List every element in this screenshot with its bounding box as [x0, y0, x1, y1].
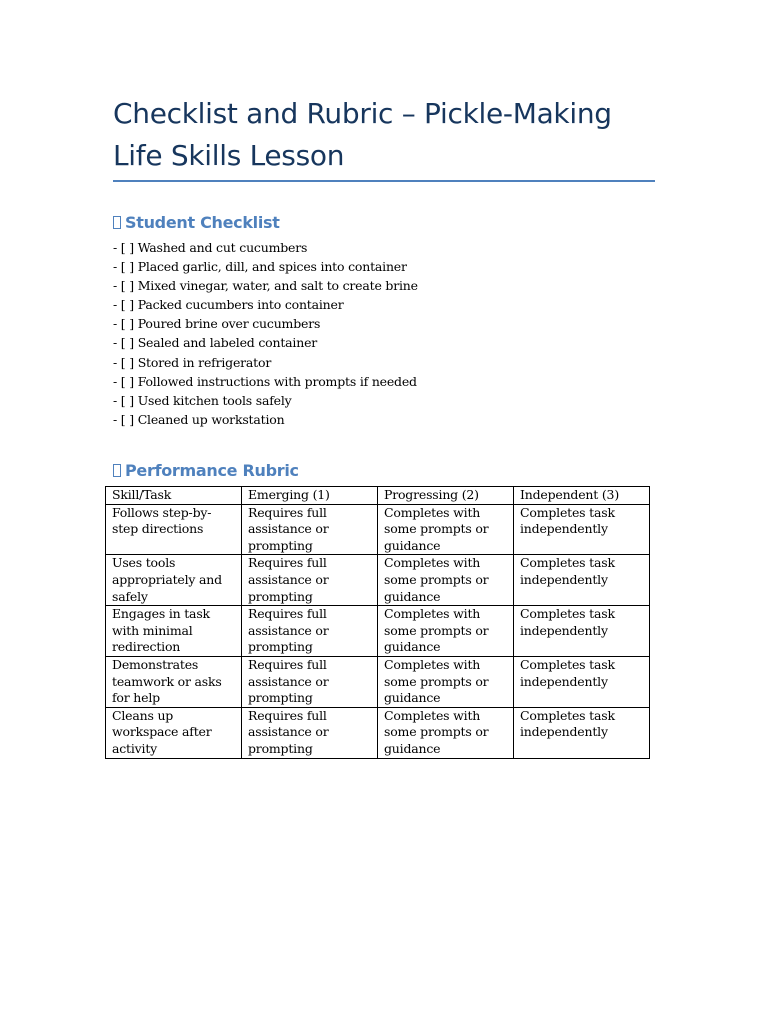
rubric-header-row	[106, 487, 650, 505]
table-row	[106, 707, 650, 758]
checkbox-icon	[113, 216, 121, 229]
table-cell: Cleans up workspace after activity	[106, 707, 242, 758]
title-divider	[113, 180, 655, 182]
table-cell: Requires full assistance or prompting	[242, 707, 378, 758]
page-title: Checklist and Rubric – Pickle-Making Life Skills Lesson	[113, 97, 612, 172]
chart-icon	[113, 464, 121, 477]
performance-rubric-heading	[113, 461, 299, 481]
student-checklist-heading	[113, 213, 280, 233]
table-cell: Requires full assistance or prompting	[242, 606, 378, 657]
checklist-item: - [ ] Sealed and labeled container	[113, 335, 318, 351]
table-cell: Uses tools appropriately and safely	[106, 555, 242, 606]
table-cell: Follows step-by-step directions	[106, 504, 242, 555]
table-cell: Completes task independently	[514, 555, 650, 606]
table-cell: Completes with some prompts or guidance	[378, 504, 514, 555]
table-cell: Engages in task with minimal redirection	[106, 606, 242, 657]
checklist-item: - [ ] Poured brine over cucumbers	[113, 316, 321, 332]
table-row	[106, 656, 650, 707]
checklist-item: - [ ] Stored in refrigerator	[113, 354, 272, 370]
table-cell: Requires full assistance or prompting	[242, 656, 378, 707]
performance-rubric-table	[105, 486, 650, 759]
student-checklist-heading-text: Student Checklist	[125, 213, 280, 232]
performance-rubric-heading-text: Performance Rubric	[125, 461, 299, 480]
table-cell: Completes with some prompts or guidance	[378, 606, 514, 657]
checklist-item: - [ ] Washed and cut cucumbers	[113, 240, 308, 255]
checklist-item: - [ ] Used kitchen tools safely	[113, 392, 292, 408]
column-header: Progressing (2)	[378, 487, 514, 505]
table-cell: Requires full assistance or prompting	[242, 504, 378, 555]
table-row	[106, 504, 650, 555]
table-cell: Completes with some prompts or guidance	[378, 656, 514, 707]
column-header: Emerging (1)	[242, 487, 378, 505]
table-cell: Requires full assistance or prompting	[242, 555, 378, 606]
table-cell: Completes task independently	[514, 606, 650, 657]
table-cell: Completes task independently	[514, 656, 650, 707]
checklist-item: - [ ] Placed garlic, dill, and spices into container	[113, 259, 407, 275]
table-cell: Completes task independently	[514, 707, 650, 758]
checklist-item: - [ ] Packed cucumbers into container	[113, 297, 344, 313]
table-cell: Completes task independently	[514, 504, 650, 555]
checklist-item: - [ ] Followed instructions with prompts if needed	[113, 373, 417, 389]
table-cell: Completes with some prompts or guidance	[378, 555, 514, 606]
student-checklist	[113, 238, 418, 429]
table-row	[106, 606, 650, 657]
checklist-item: - [ ] Cleaned up workstation	[113, 411, 285, 427]
table-row	[106, 555, 650, 606]
column-header: Independent (3)	[514, 487, 650, 505]
table-cell: Completes with some prompts or guidance	[378, 707, 514, 758]
table-cell: Demonstrates teamwork or asks for help	[106, 656, 242, 707]
column-header: Skill/Task	[106, 487, 242, 505]
checklist-item: - [ ] Mixed vinegar, water, and salt to create brine	[113, 278, 418, 294]
